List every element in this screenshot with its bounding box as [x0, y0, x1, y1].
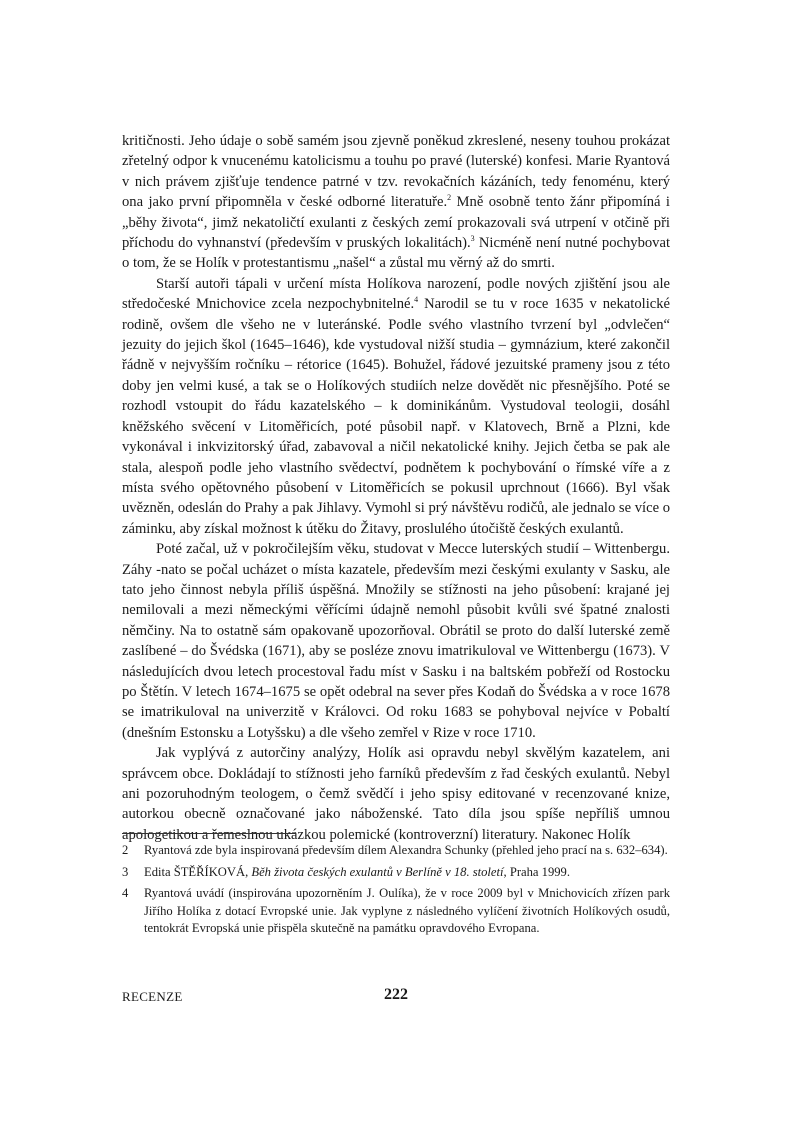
footnote-text: Ryantová zde byla inspirovaná především dílem Alexandra Schunky (přehled jeho prací na s. 632–634).	[144, 843, 668, 857]
section-label: RECENZE	[122, 989, 183, 1004]
paragraph-1-text-b: Mně osobně tento žánr připomíná i „běhy života“, jimž nekatoličtí exulanti z českých zemí prokazovali svá utrpení v otčině při příchodu do vyhnanství (především v pruských lokalitách).	[122, 194, 670, 252]
footnote-ref-2: 2	[447, 193, 452, 203]
footnote-number: 3	[122, 864, 129, 879]
paragraph-2-text-b: Narodil se tu v roce 1635 v nekatolické rodině, ovšem dle všeho ne v luteránské. Podle svého vlastního tvrzení byl „odvlečen“ jezuity do jejich škol (1645–1646), kde vystudoval nižší studia – gymnázium, které zakončil řádně v nejvyšším ročníku – rétorice (1645). Bohužel, řádové jezuitské prameny jsou z této doby jen velmi kusé, a tak se o Holíkových studiích nelze dovědět nic přesnějšího. Poté se rozhodl vstoupit do řádu kazatelského – k dominikánům. Vystudoval teologii, dosáhl kněžského svěcení v Litoměřicích, poté působil např. v Klatovech, Brně a Plzni, kde vykonával i inkvizitorský úřad, zabavoval a ničil nekatolické knihy. Jejich četba se pak ale stala, alespoň podle jeho vlastního svědectví, podnětem k pochybování o římské víře a z místa svého opětovného působení v Litoměřicích se pokusil uprchnout (1666). Byl však uvězněn, odeslán do Prahy a pak Jihlavy. Vymohl si prý návštěvu rodičů, ale jednalo se více o záminku, aby získal možnost k útěku do Žitavy, proslulého útočiště českých exulantů.	[122, 296, 670, 537]
footnote-publication: , Praha 1999.	[503, 864, 570, 879]
footnote-author: Edita ŠTĚŘÍKOVÁ,	[144, 864, 252, 879]
paragraph-2	[122, 274, 670, 539]
footnote-number: 4	[122, 886, 129, 901]
page-number: 222	[384, 986, 408, 1003]
footnote-divider	[122, 833, 296, 834]
footnotes	[122, 842, 670, 942]
paragraph-1	[122, 131, 670, 274]
paragraph-1-text-a: kritičnosti. Jeho údaje o sobě samém jsou zjevně poněkud zkreslené, neseny touhou prokázat zřetelný odpor k vnucenému katolicismu a touhu po pravé (luterské) konfesi. Marie Ryantová v nich právem zjišťuje tendence patrné v tzv. revokačních kázáních, tedy fenoménu, který ona jako první připomněla v české odborné literatuře.	[122, 133, 670, 211]
footnote-ref-4: 4	[414, 295, 419, 305]
footnote-3	[122, 864, 670, 882]
paragraph-1-text-c: Nicméně není nutné pochybovat o tom, že se Holík v protestantismu „našel“ a zůstal mu věrný až do smrti.	[122, 235, 671, 272]
footnote-text	[144, 864, 670, 882]
footnote-2	[122, 842, 670, 860]
paragraph-3: Poté začal, už v pokročilejším věku, studovat v Mecce luterských studií – Wittenbergu. Záhy -nato se počal ucházet o místa kazatele, především mezi českými exulanty v Sasku, ale tato jeho činnost nebyla příliš úspěšná. Množily se stížnosti na jeho působení: krajané jej nemilovali a mezi německými věřícími údajně nemohl působit kvůli své špatné znalosti němčiny. Na to ostatně sám opakovaně upozorňoval. Obrátil se proto do další luterské země zaslíbené – do Švédska (1671), aby se posléze znovu imatrikuloval ve Wittenbergu (1673). V následujících dvou letech procestoval řadu míst v Sasku i na baltském pobřeží od Rostocku po Štětín. V letech 1674–1675 se opět odebral na sever přes Kodaň do Švédska a v roce 1678 se imatrikuloval na univerzitě v Královci. Od roku 1683 se pohyboval nejvíce v Pobaltí (dnešním Estonsku a Lotyšsku) a dle všeho zemřel v Rize v roce 1710.	[122, 541, 670, 741]
footnote-book-title: Běh života českých exulantů v Berlíně v 18. století	[251, 864, 504, 879]
footnote-ref-3: 3	[470, 234, 475, 244]
footnote-number: 2	[122, 843, 129, 857]
paragraph-4: Jak vyplývá z autorčiny analýzy, Holík asi opravdu nebyl skvělým kazatelem, ani správcem obce. Dokládají to stížnosti jeho farníků především z řad českých exulantů. Nebyl ani pozoruhodným teologem, o čemž svědčí i jeho spisy editované v recenzované knize, autorkou obecně označované jako náboženské. Tato díla jsou spíše nepříliš umnou apologetikou a řemeslnou ukázkou polemické (kontroverzní) literatury. Nakonec Holík	[122, 745, 670, 843]
paragraph-2-text-a: Starší autoři tápali v určení místa Holíkova narození, podle nových zjištění jsou ale středočeské Mnichovice zcela nezpochybnitelné.	[122, 275, 670, 313]
body-text	[122, 131, 670, 845]
footnote-4	[122, 885, 670, 938]
footnote-text: Ryantová uvádí (inspirována upozorněním J. Oulíka), že v roce 2009 byl v Mnichovicích zřízen park Jiřího Holíka z dotací Evropské unie. Jak vyplyne z následného vylíčení životních Holíkových osudů, tentokrát Evropská unie přispěla skutečně na památku opravdového Evropana.	[144, 886, 670, 936]
